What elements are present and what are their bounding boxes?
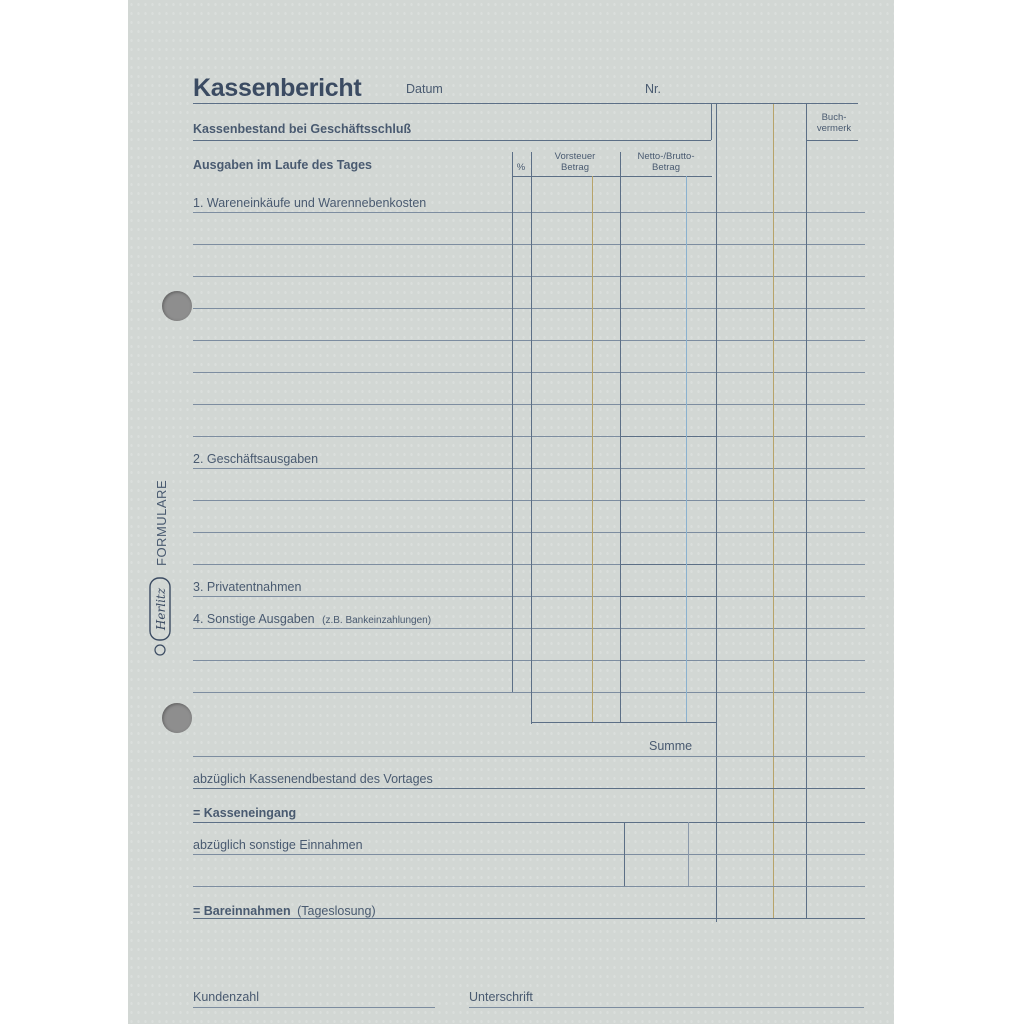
cash-receipts-rule — [193, 822, 865, 823]
customer-count-label: Kundenzahl — [193, 990, 260, 1004]
subtotal-rule — [620, 564, 716, 565]
cash-income-note: (Tageslosung) — [297, 904, 376, 918]
section-private-label: 3. Privatentnahmen — [193, 580, 302, 594]
cash-receipts-label: = Kasseneingang — [193, 806, 297, 820]
expense-row-rule — [193, 692, 865, 693]
percent-column-right — [531, 152, 532, 724]
other-income-box-mid — [688, 822, 689, 886]
expense-row-rule — [193, 500, 865, 501]
expense-row-rule — [193, 532, 865, 533]
sum-row-rule — [193, 756, 865, 757]
closing-balance-label: Kassenbestand bei Geschäftsschluß — [193, 122, 412, 136]
subtotal-rule — [620, 436, 716, 437]
net-cents-rule — [686, 176, 687, 722]
section-other-title: 4. Sonstige Ausgaben — [193, 612, 315, 626]
expense-row-rule — [193, 308, 865, 309]
percent-label: % — [516, 162, 526, 173]
signature-line — [469, 1007, 864, 1008]
expenses-heading: Ausgaben im Laufe des Tages — [193, 158, 372, 172]
vat-box-bottom — [531, 722, 716, 723]
section-goods-label: 1. Wareneinkäufe und Warennebenkosten — [193, 196, 427, 210]
section-other-label — [193, 612, 431, 626]
expense-row-rule — [193, 596, 865, 597]
brand-product-line: FORMULARE — [154, 479, 169, 566]
booking-note-label: Buch- vermerk — [816, 112, 852, 134]
brand-logo-text: Herlitz — [154, 587, 168, 631]
previous-balance-rule — [193, 788, 865, 789]
amount-cents-rule — [773, 104, 774, 918]
sum-label: Summe — [649, 739, 693, 753]
section-other-note: (z.B. Bankeinzahlungen) — [322, 615, 432, 626]
expense-row-rule — [193, 468, 865, 469]
section-business-label: 2. Geschäftsausgaben — [193, 452, 319, 466]
vat-column-right — [620, 152, 621, 722]
booking-note-rule — [806, 140, 858, 141]
expense-row-rule — [193, 212, 865, 213]
net-gross-amount-label: Netto-/Brutto- Betrag — [637, 151, 695, 173]
expense-row-rule — [193, 276, 865, 277]
expense-row-rule — [193, 436, 865, 437]
other-income-rule — [193, 854, 865, 855]
amount-column-left — [716, 104, 717, 922]
punch-hole-bottom — [162, 703, 192, 733]
expense-row-rule — [193, 660, 865, 661]
cash-income-line — [193, 904, 376, 918]
expense-row-rule — [193, 564, 865, 565]
date-label: Datum — [406, 82, 443, 96]
signature-label: Unterschrift — [469, 990, 533, 1004]
cash-income-rule — [193, 918, 865, 919]
expense-row-rule — [193, 404, 865, 405]
expense-row-rule — [193, 628, 865, 629]
header-underline — [193, 103, 858, 104]
brand-vertical — [140, 420, 180, 660]
vat-cents-rule — [592, 176, 593, 722]
booking-column-left — [806, 104, 807, 918]
vat-amount-label: Vorsteuer Betrag — [554, 151, 596, 173]
column-header-rule — [512, 176, 712, 177]
cash-income-label: = Bareinnahmen — [193, 904, 291, 918]
other-income-rule-2 — [193, 886, 865, 887]
closing-balance-rule — [193, 140, 711, 141]
form-title: Kassenbericht — [193, 74, 362, 102]
expense-row-rule — [193, 244, 865, 245]
other-income-box-left — [624, 822, 625, 886]
minus-other-income-label: abzüglich sonstige Einnahmen — [193, 838, 363, 852]
percent-column-left — [512, 152, 513, 692]
header-divider — [711, 104, 712, 140]
expense-row-rule — [193, 340, 865, 341]
form-sheet — [128, 0, 894, 1024]
number-label: Nr. — [645, 82, 661, 96]
subtotal-rule — [620, 596, 716, 597]
punch-hole-top — [162, 291, 192, 321]
expense-row-rule — [193, 372, 865, 373]
customer-count-line — [193, 1007, 435, 1008]
minus-previous-balance-label: abzüglich Kassenendbestand des Vortages — [193, 772, 433, 786]
registered-mark-icon — [155, 645, 165, 655]
